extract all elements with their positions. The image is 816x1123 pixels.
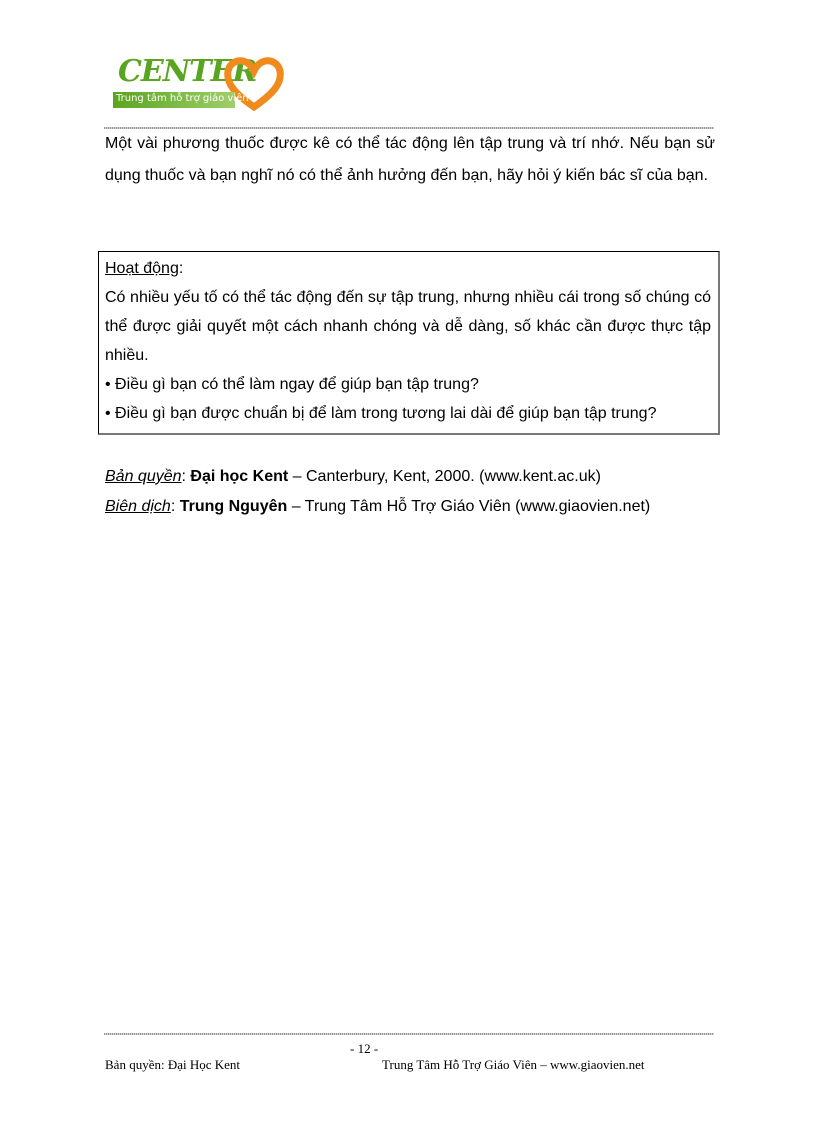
- activity-heading-colon: :: [178, 260, 184, 277]
- copyright-sep: :: [181, 468, 191, 485]
- activity-bullet-2: • Điều gì bạn được chuẩn bị để làm trong tương lai dài để giúp bạn tập trung?: [105, 405, 657, 422]
- activity-box: [98, 251, 720, 435]
- activity-bullet-1: • Điều gì bạn có thể làm ngay để giúp bạn tập trung?: [105, 376, 479, 393]
- body-paragraph: Một vài phương thuốc được kê có thể tác động lên tập trung và trí nhớ. Nếu bạn sử dụng thuốc và bạn nghĩ nó có thể ảnh hưởng đến bạn, hãy hỏi ý kiến bác sĩ của bạn.: [105, 135, 715, 184]
- activity-intro: Có nhiều yếu tố có thể tác động đến sự tập trung, nhưng nhiều cái trong số chúng có thể được giải quyết một cách nhanh chóng và dễ dàng, số khác cần được thực tập nhiều.: [105, 289, 711, 364]
- logo-wordmark: CENTER: [118, 54, 257, 89]
- translation-person: Trung Nguyên: [179, 498, 288, 515]
- credits: [105, 462, 650, 522]
- logo-subtitle: Trung tâm hỗ trợ giáo viên: [116, 93, 249, 104]
- translation-line: [105, 492, 650, 522]
- copyright-org: Đại học Kent: [190, 468, 289, 485]
- translation-sep: :: [170, 498, 180, 515]
- copyright-line: [105, 462, 650, 492]
- footer-divider: [104, 1033, 714, 1035]
- footer-left: Bản quyền: Đại Học Kent: [105, 1057, 241, 1072]
- page-number: - 12 -: [350, 1041, 379, 1056]
- activity-heading: Hoạt động: [105, 260, 179, 277]
- copyright-label: Bản quyền: [105, 468, 182, 485]
- activity-heading-line: [105, 254, 711, 283]
- translation-rest: – Trung Tâm Hỗ Trợ Giáo Viên (www.giaovien.net): [287, 498, 651, 515]
- translation-label: Biên dịch: [105, 498, 171, 515]
- copyright-rest: – Canterbury, Kent, 2000. (www.kent.ac.uk): [288, 468, 601, 485]
- footer-right: Trung Tâm Hỗ Trợ Giáo Viên – www.giaovien.net: [382, 1057, 645, 1072]
